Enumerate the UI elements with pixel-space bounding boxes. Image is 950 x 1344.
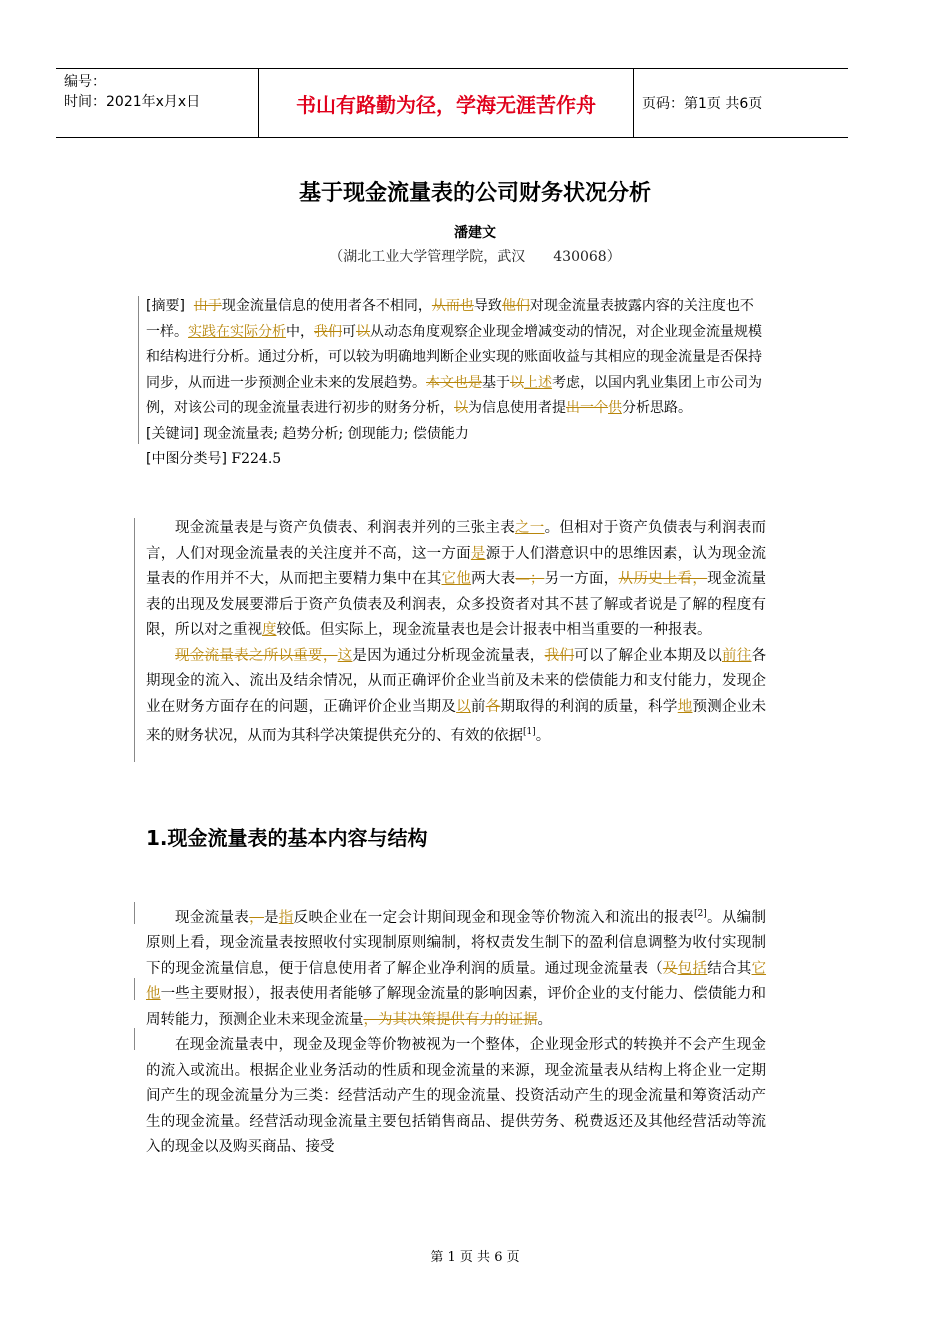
revision-bar bbox=[134, 978, 135, 1000]
text-segment: 。但相对于资产负债表与利润表而言，人们对现金流量表的关注度并不高，这一方面 bbox=[146, 520, 767, 562]
inserted-text: 它他 bbox=[146, 960, 767, 1003]
abstract-segment: 中， bbox=[286, 323, 314, 340]
text-segment: 预测企业未来的财务状况，从而为其科学决策提供充分的、有效的依据 bbox=[146, 698, 767, 744]
inserted-text: 指 bbox=[278, 909, 294, 926]
citation-ref: [1] bbox=[523, 727, 536, 737]
section1-paragraph-2: 在现金流量表中，现金及现金等价物被视为一个整体，企业现金形式的转换并不会产生现金的流入或流出。根据企业业务活动的性质和现金流量的来源，现金流量表从结构上将企业一定期间产生的现金流量分为三类：经营活动产生的现金流量、投资活动产生的现金流量和筹资活动产生的现金流量。经营活动现金流量主要包括销售商品、提供劳务、税费返还及其他经营活动等流入的现金以及购买商品、接受 bbox=[146, 1037, 766, 1156]
text-segment: 。从编制原则上看，现金流量表按照收付实现制原则编制，将权责发生制下的盈利信息调整为收付实现制下的现金流量信息，便于信息使用者了解企业净利润的质量。通过现金流量表（ bbox=[146, 909, 767, 977]
citation-ref: [2] bbox=[693, 909, 707, 919]
article-author: 潘建文 bbox=[454, 225, 496, 241]
section1-body bbox=[146, 902, 766, 1161]
classification-text: F224.5 bbox=[231, 451, 282, 467]
inserted-text: 实践在实际分析 bbox=[188, 323, 286, 340]
inserted-text: 包括 bbox=[677, 960, 708, 977]
text-segment: 现金流量表的出现及发展要滞后于资产负债表及利润表，众多投资者对其不甚了解或者说是了解的程度有限，所以对之重视 bbox=[146, 571, 767, 638]
page-info-cell: 页码：第1页 共6页 bbox=[642, 96, 763, 112]
text-segment: 一些主要财报），报表使用者能够了解现金流量的影响因素，评价企业的支付能力、偿债能力和周转能力，预测企业未来现金流量 bbox=[146, 986, 767, 1028]
abstract-segment: 考虑，以国内乳业集团上市公司为例，对该公司的现金流量表进行初步的财务分析， bbox=[146, 374, 762, 416]
text-segment: 反映企业在一定会计期间现金和现金等价物流入和流出的报表 bbox=[293, 909, 694, 926]
text-segment: 较低。但实际上，现金流量表也是会计报表中相当重要的一种报表。 bbox=[276, 622, 712, 638]
deleted-text: 各 bbox=[485, 698, 501, 715]
text-segment: 现金流量表是与资产负债表、利润表并列的三张主表 bbox=[175, 520, 515, 536]
header-meta-cell bbox=[56, 69, 258, 137]
intro-paragraph-2 bbox=[146, 644, 766, 750]
text-segment: 结合其 bbox=[707, 960, 752, 977]
abstract-segment: 导致 bbox=[473, 298, 502, 314]
deleted-text: 从而也 bbox=[431, 298, 474, 314]
deleted-text: 以 bbox=[454, 400, 468, 416]
deleted-text: 本文也是 bbox=[426, 374, 482, 391]
text-segment: 两大表 bbox=[471, 571, 516, 587]
inserted-text: 地 bbox=[677, 698, 693, 715]
text-segment: 。 bbox=[535, 727, 551, 744]
text-segment: 可以了解企业本期及以 bbox=[574, 647, 722, 664]
article-affiliation bbox=[0, 246, 950, 266]
deleted-text: 从历史上看， bbox=[618, 571, 708, 587]
inserted-text: 它他 bbox=[441, 571, 472, 587]
abstract-segment: 可 bbox=[342, 323, 356, 340]
page-footer: 第 1 页 共 6 页 bbox=[430, 1250, 520, 1265]
keywords-text: 现金流量表; 趋势分析; 创现能力; 偿债能力 bbox=[203, 425, 469, 442]
inserted-text: 是 bbox=[470, 545, 486, 562]
affiliation-zip: 430068） bbox=[553, 249, 621, 265]
classification-line bbox=[146, 447, 766, 473]
abstract-label: [摘要] bbox=[146, 298, 185, 314]
text-segment: 现金流量表 bbox=[175, 909, 250, 926]
keywords-label: [关键词] bbox=[146, 425, 199, 442]
number-label: 编号： bbox=[64, 74, 106, 90]
section1-paragraph-1 bbox=[146, 902, 766, 1033]
text-segment: 。 bbox=[537, 1011, 552, 1028]
section-heading: 1.现金流量表的基本内容与结构 bbox=[146, 826, 428, 850]
abstract-text bbox=[146, 294, 766, 422]
inserted-text: 上述 bbox=[524, 374, 552, 391]
intro-paragraph-1 bbox=[146, 516, 766, 644]
inserted-text: 以 bbox=[456, 698, 471, 715]
abstract-segment: 现金流量信息的使用者各不相同， bbox=[221, 298, 432, 314]
abstract-segment: 分析思路。 bbox=[622, 400, 692, 416]
revision-bar bbox=[138, 296, 139, 444]
article-title: 基于现金流量表的公司财务状况分析 bbox=[298, 181, 651, 206]
text-segment: 是 bbox=[263, 909, 279, 926]
text-segment: 是因为通过分析现金流量表， bbox=[352, 647, 545, 664]
revision-bar bbox=[134, 1028, 135, 1050]
deleted-text: 我们 bbox=[314, 323, 342, 340]
abstract-segment: 基于 bbox=[482, 374, 510, 391]
abstract-block bbox=[146, 294, 766, 473]
abstract-segment: 为信息使用者提 bbox=[468, 400, 566, 416]
deleted-text: 他们 bbox=[501, 298, 530, 314]
text-segment: 源于人们潜意识中的思维因素，认为现金流量表的作用并不大，从而把主要精力集中在其 bbox=[146, 545, 767, 587]
inserted-text: 前往 bbox=[721, 647, 752, 664]
deleted-text: 以 bbox=[510, 374, 524, 391]
inserted-text: 供 bbox=[608, 400, 622, 416]
classification-label: [中图分类号] bbox=[146, 451, 227, 467]
inserted-text: 这 bbox=[337, 647, 353, 664]
intro-section bbox=[146, 516, 766, 749]
abstract-segment: 从动态角度观察企业现金增减变动的情况，对企业现金流量规模和结构进行分析。通过分析，可以较为明确地判断企业实现的账面收益与其相应的现金流量是否保持同步，从而进一步预测企业未来的发展趋势。 bbox=[146, 323, 762, 391]
time-label: 时间：2021年x月x日 bbox=[64, 94, 201, 110]
deleted-text: 及 bbox=[662, 960, 678, 977]
revision-bar bbox=[134, 518, 135, 762]
keywords-line bbox=[146, 422, 766, 448]
deleted-text: 由于 bbox=[193, 298, 222, 314]
inserted-text: 之一 bbox=[515, 520, 545, 536]
inserted-text: 度 bbox=[262, 622, 277, 638]
text-segment: 各期现金的流入、流出及结余情况，从而正确评价企业当前及未来的偿债能力和支付能力，发现企业在财务方面存在的问题，正确评价企业当期及 bbox=[146, 647, 767, 715]
deleted-text: ，为其决策提供有力的证据 bbox=[363, 1011, 538, 1028]
text-segment: 前 bbox=[470, 698, 486, 715]
deleted-text: ， bbox=[249, 909, 264, 926]
deleted-text: 我们 bbox=[544, 647, 575, 664]
deleted-text: 以 bbox=[356, 323, 370, 340]
deleted-text: 出一个 bbox=[566, 400, 608, 416]
deleted-text: —； bbox=[515, 571, 545, 587]
motto-cell: 书山有路勤为径，学海无涯苦作舟 bbox=[258, 69, 634, 137]
affiliation-text: （湖北工业大学管理学院，武汉 bbox=[329, 249, 526, 265]
deleted-text: 现金流量表之所以重要， bbox=[175, 647, 338, 664]
revision-bar bbox=[134, 902, 135, 924]
text-segment: 另一方面， bbox=[544, 571, 619, 587]
abstract-segment: 对现金流量表披露内容的关注度也不一样。 bbox=[146, 298, 754, 340]
document-header-table bbox=[56, 68, 848, 138]
text-segment: 期取得的利润的质量，科学 bbox=[500, 698, 678, 715]
